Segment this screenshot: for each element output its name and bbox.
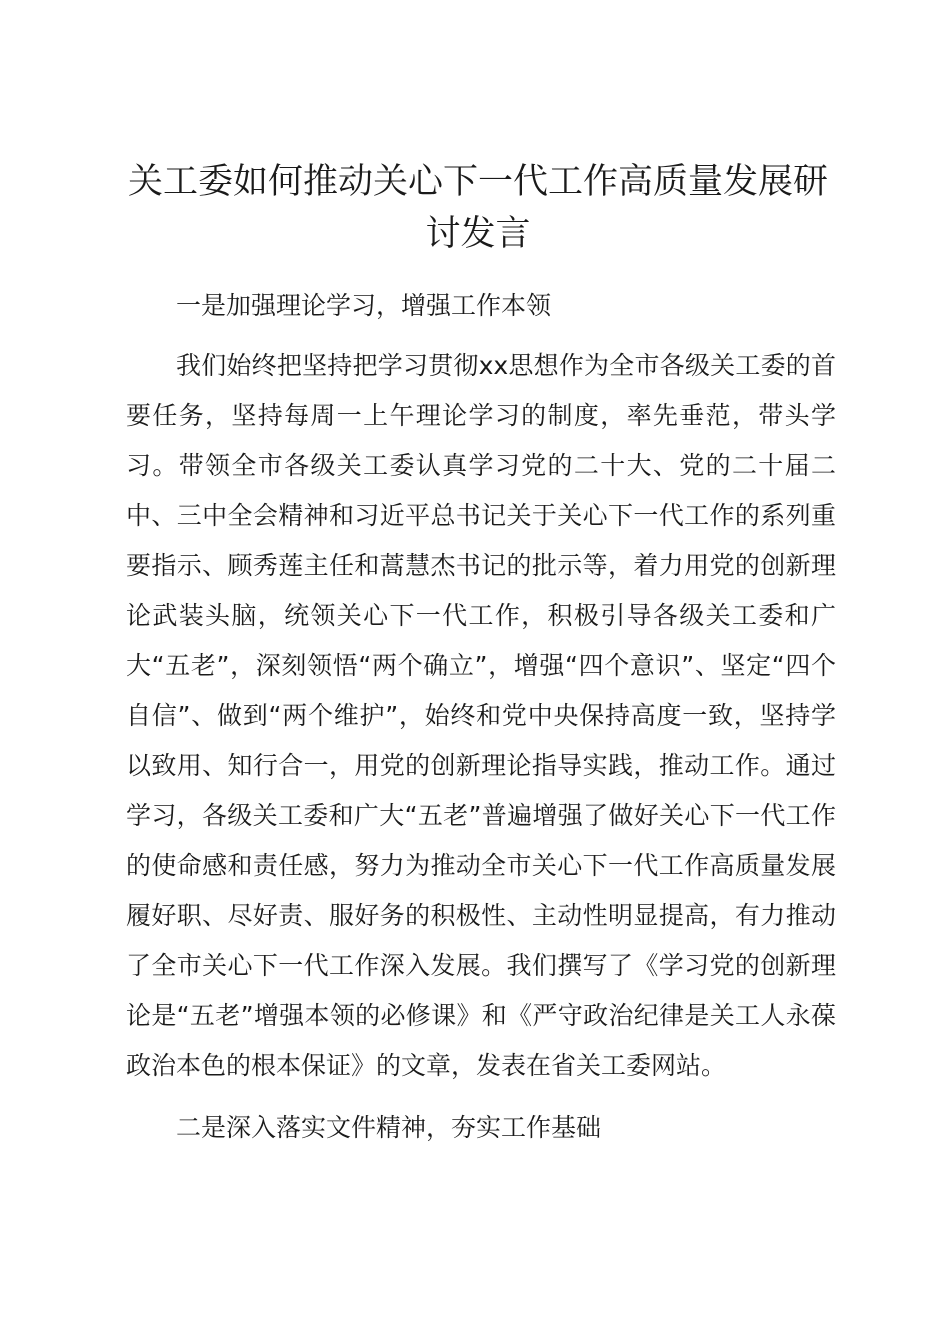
section-heading-1: 一是加强理论学习，增强工作本领 bbox=[176, 291, 552, 320]
document-title: 关工委如何推动关心下一代工作高质量发展研讨发言 bbox=[127, 162, 828, 254]
document-body bbox=[126, 281, 836, 1153]
section-paragraph-1: 我们始终把坚持把学习贯彻xx思想作为全市各级关工委的首要任务，坚持每周一上午理论学习的制度，率先垂范，带头学习。带领全市各级关工委认真学习党的二十大、党的二十届二中、三中全会精神和习近平总书记关于关心下一代工作的系列重要指示、顾秀莲主任和蒿慧杰书记的批示等，着力用党的创新理论武装头脑，统领关心下一代工作，积极引导各级关工委和广大“五老”，深刻领悟“两个确立”，增强“四个意识”、坚定“四个自信”、做到“两个维护”，始终和党中央保持高度一致，坚持学以致用、知行合一，用党的创新理论指导实践，推动工作。通过学习，各级关工委和广大“五老”普遍增强了做好关心下一代工作的使命感和责任感，努力为推动全市关心下一代工作高质量发展履好职、尽好责、服好务的积极性、主动性明显提高，有力推动了全市关心下一代工作深入发展。我们撰写了《学习党的创新理论是“五老”增强本领的必修课》和《严守政治纪律是关工人永葆政治本色的根本保证》的文章，发表在省关工委网站。 bbox=[126, 351, 836, 1080]
section-heading-2: 二是深入落实文件精神，夯实工作基础 bbox=[176, 1113, 602, 1142]
